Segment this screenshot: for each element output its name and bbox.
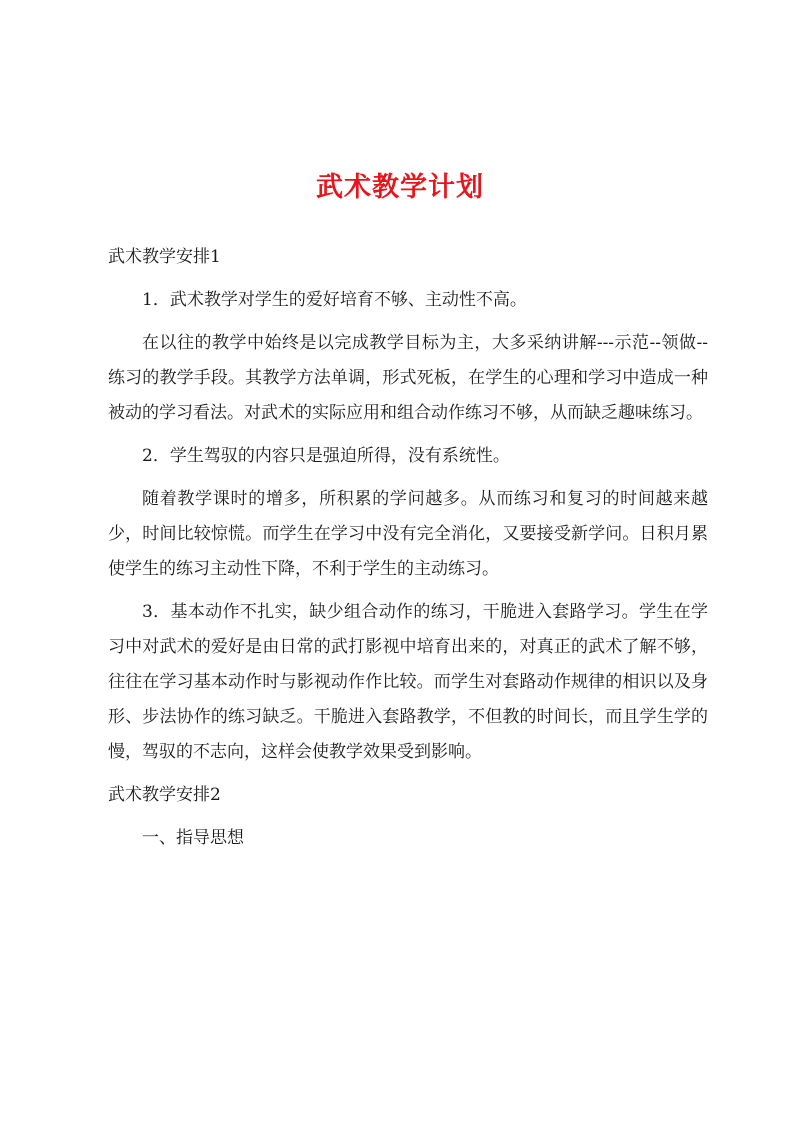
section-heading-2: 武术教学安排2 [108,785,221,805]
paragraph-point-1: 1．武术教学对学生的爱好培育不够、主动性不高。 [142,290,527,310]
document-body [108,240,708,864]
section-heading-1: 武术教学安排1 [108,247,221,267]
paragraph-1: 在以往的教学中始终是以完成教学目标为主，大多采纳讲解---示范--领做--练习的教学手段。其教学方法单调，形式死板，在学生的心理和学习中造成一种被动的学习看法。对武术的实际应用和组合动作练习不够，从而缺乏趣味练习。 [108,333,708,423]
subheading-guiding-ideology: 一、指导思想 [142,828,244,848]
paragraph-point-2: 2．学生驾驭的内容只是强迫所得，没有系统性。 [142,446,510,466]
document-title: 武术教学计划 [316,172,484,203]
paragraph-2: 随着教学课时的增多，所积累的学问越多。从而练习和复习的时间越来越少，时间比较惊慌。而学生在学习中没有完全消化，又要接受新学问。日积月累使学生的练习主动性下降，不利于学生的主动练习。 [108,489,708,579]
paragraph-point-3: 3．基本动作不扎实，缺少组合动作的练习，干脆进入套路学习。学生在学习中对武术的爱好是由日常的武打影视中培育出来的，对真正的武术了解不够，往往在学习基本动作时与影视动作作比较。而学生对套路动作规律的相识以及身形、步法协作的练习缺乏。干脆进入套路教学，不但教的时间长，而且学生学的慢，驾驭的不志向，这样会使教学效果受到影响。 [108,602,708,762]
